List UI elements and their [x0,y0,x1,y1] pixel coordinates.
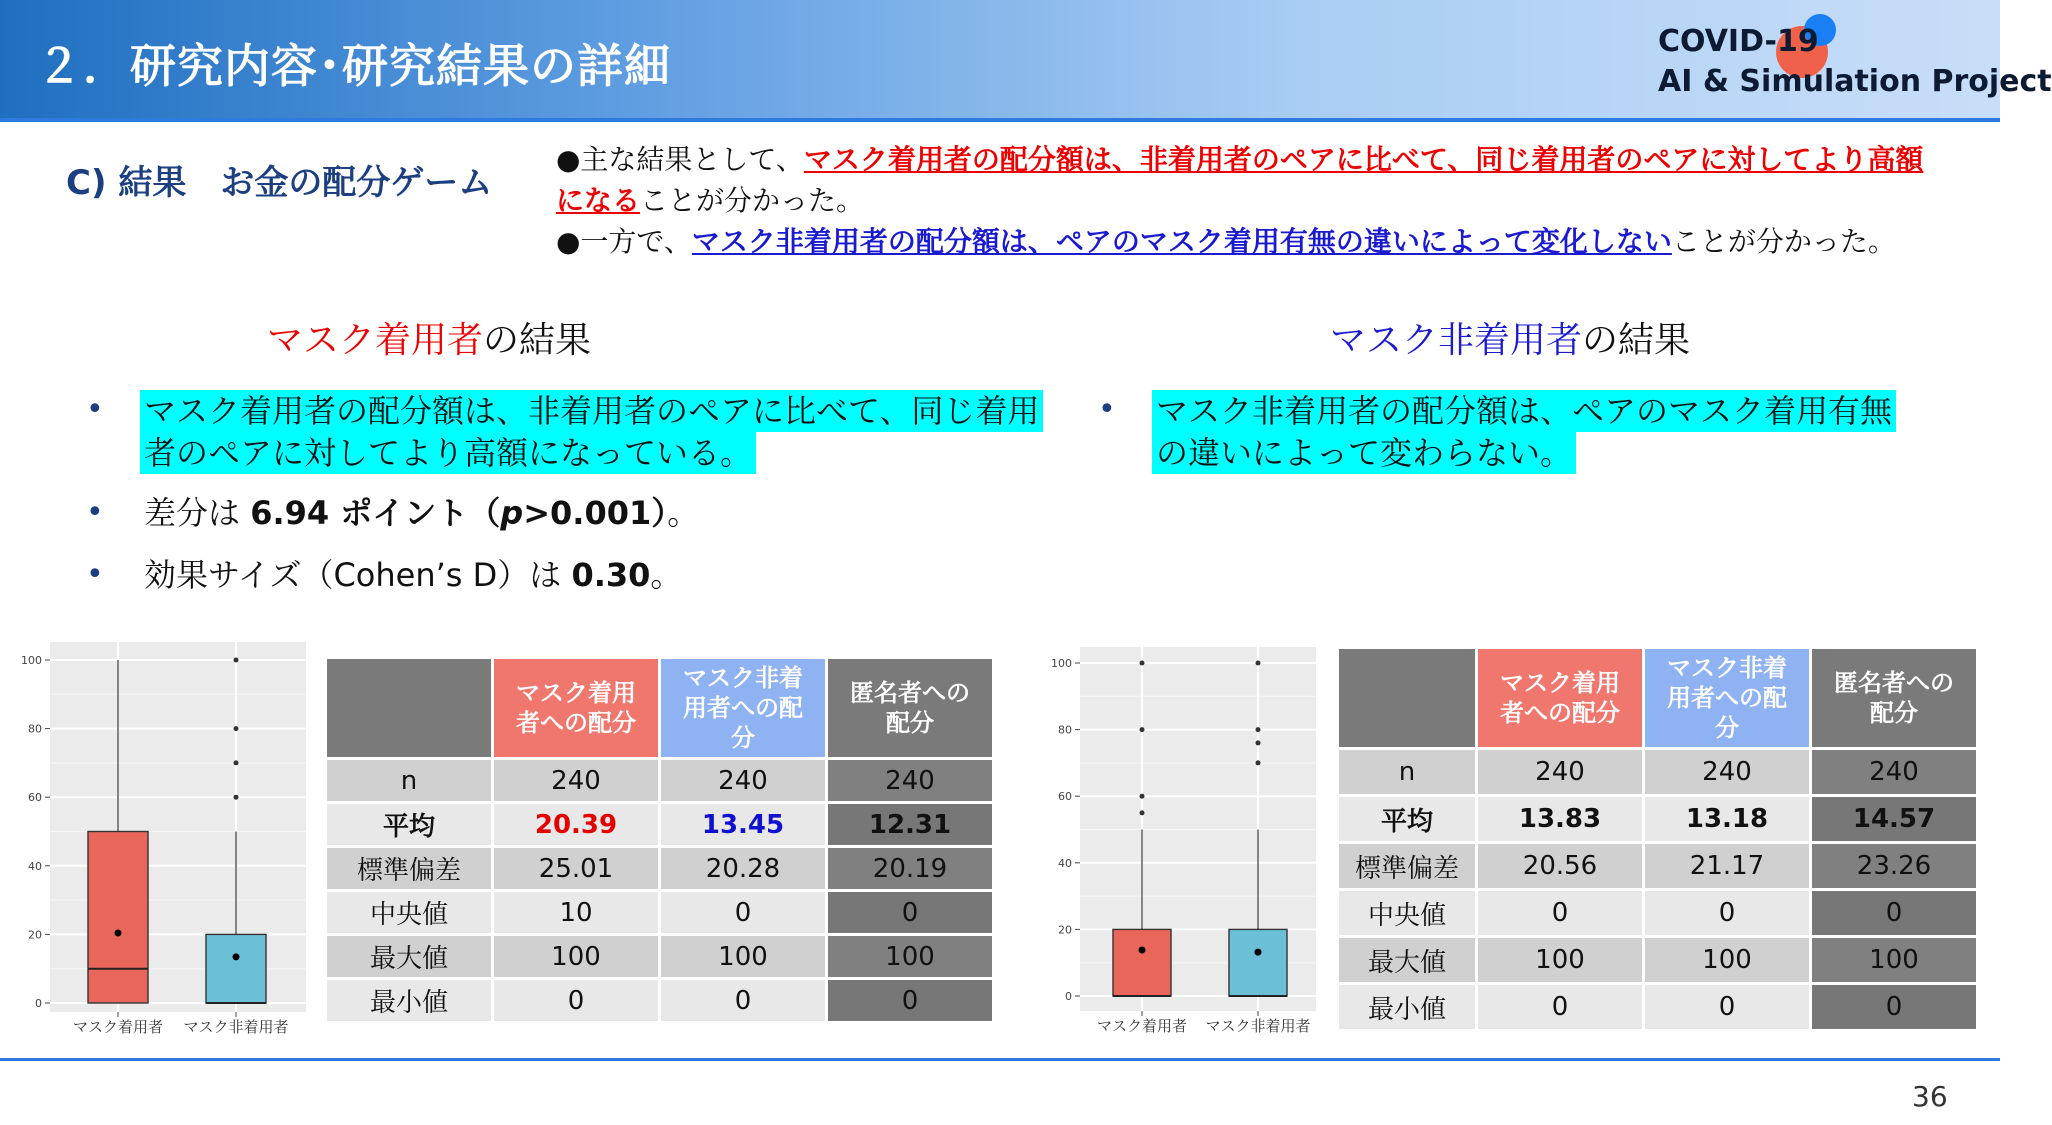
table-cell: 0 [661,892,825,933]
table-corner-cell [1339,649,1475,747]
table-row-label: 最大値 [1339,938,1475,982]
bullet-icon: • [86,392,104,427]
y-tick-label: 80 [28,722,42,736]
left-bullet-3 [144,550,682,596]
outlier-point [234,760,239,765]
table-cell: 10 [494,892,658,933]
table-cell: 20.56 [1478,844,1642,888]
y-tick-label: 60 [1058,790,1072,804]
table-row [327,892,992,933]
table-cell: 0 [1645,985,1809,1029]
table-row [1339,891,1976,935]
table-row-label: 平均 [1339,797,1475,841]
summary-suffix-2: ことが分かった。 [640,184,865,217]
footer-divider [0,1058,2000,1061]
table-row [327,804,992,845]
y-tick-label: 20 [28,928,42,942]
table-cell: 0 [1478,985,1642,1029]
table-header-cell: マスク非着 用者への配 分 [1645,649,1809,747]
y-tick-label: 40 [28,859,42,873]
table-row [1339,938,1976,982]
summary-prefix-3: ●一方で、 [556,225,692,258]
box [206,934,266,1003]
right-bullet-1-line-1: マスク非着用者の配分額は、ペアのマスク着用有無 [1152,390,1896,432]
summary-line-1 [556,140,1923,180]
left-bullet-2-bold2: >0.001） [523,494,668,532]
box [88,832,148,1004]
y-tick-label: 40 [1058,856,1072,870]
outlier-point [1140,794,1145,799]
outlier-point [1140,810,1145,815]
summary-prefix-1: ●主な結果として、 [556,143,804,176]
table-cell: 240 [1812,750,1976,794]
table-cell: 100 [494,936,658,977]
table-cell: 13.45 [661,804,825,845]
header-divider [0,118,2000,122]
outlier-point [234,795,239,800]
table-header-cell: マスク非着 用者への配 分 [661,659,825,757]
table-cell: 100 [661,936,825,977]
right-stats-table [1336,646,1979,1032]
left-stats-table [324,656,995,1024]
table-header-cell: 匿名者への 配分 [1812,649,1976,747]
table-cell: 12.31 [828,804,992,845]
table-cell: 240 [494,760,658,801]
right-bullet-1 [1152,390,1896,474]
table-row [327,848,992,889]
table-header-cell: マスク着用 者への配分 [494,659,658,757]
table-cell: 240 [828,760,992,801]
table-row [327,760,992,801]
right-heading-suffix: の結果 [1582,320,1691,361]
table-cell: 0 [1812,891,1976,935]
mean-point [1139,946,1146,953]
table-cell: 20.19 [828,848,992,889]
table-header-cell: マスク着用 者への配分 [1478,649,1642,747]
summary-highlight-red-2: になる [556,184,641,217]
outlier-point [1256,727,1261,732]
left-bullet-3-bold: 0.30 [571,556,651,594]
outlier-point [1140,727,1145,732]
x-tick-label: マスク非着用者 [183,1018,289,1036]
table-cell: 20.28 [661,848,825,889]
table-row-label: 標準偏差 [327,848,491,889]
table-cell: 0 [1812,985,1976,1029]
table-cell: 25.01 [494,848,658,889]
y-tick-label: 0 [1065,990,1072,1003]
table-row-label: 平均 [327,804,491,845]
table-row-label: 中央値 [1339,891,1475,935]
mean-point [233,953,240,960]
left-bullet-1-line-1: マスク着用者の配分額は、非着用者のペアに比べて、同じ着用 [140,390,1043,432]
table-cell: 240 [1478,750,1642,794]
left-bullet-3-suffix: 。 [650,556,683,594]
table-header-cell: 匿名者への 配分 [828,659,992,757]
right-column-heading [1330,312,1690,363]
left-bullet-1-line-2: 者のペアに対してより高額になっている。 [140,432,756,474]
table-cell: 240 [1645,750,1809,794]
outlier-point [1140,661,1145,666]
table-cell: 100 [1645,938,1809,982]
table-corner-cell [327,659,491,757]
box [1113,929,1171,996]
table-cell: 20.39 [494,804,658,845]
x-tick-label: マスク着用者 [72,1018,164,1036]
table-row [327,980,992,1021]
table-row-label: 最大値 [327,936,491,977]
bullet-icon: • [86,557,104,592]
table-cell: 240 [661,760,825,801]
table-cell: 0 [661,980,825,1021]
table-header-row [1339,649,1976,747]
table-row [1339,750,1976,794]
table-cell: 0 [1645,891,1809,935]
logo-text-line2: AI & Simulation Project [1658,64,2052,99]
bullet-icon: • [1098,392,1116,427]
summary-suffix-3: ことが分かった。 [1671,225,1896,258]
mean-point [1255,949,1262,956]
table-row-label: 標準偏差 [1339,844,1475,888]
table-cell: 13.18 [1645,797,1809,841]
table-cell: 0 [494,980,658,1021]
y-tick-label: 20 [1058,923,1072,937]
right-boxplot-chart [1040,645,1320,1050]
outlier-point [1256,760,1261,765]
table-row-label: 中央値 [327,892,491,933]
table-cell: 21.17 [1645,844,1809,888]
left-bullet-2-prefix: 差分は [144,494,251,532]
y-tick-label: 100 [21,654,42,667]
table-cell: 100 [1812,938,1976,982]
bullet-icon: • [86,495,104,530]
outlier-point [1256,661,1261,666]
summary-highlight-blue: マスク非着用者の配分額は、ペアのマスク着用有無の違いによって変化しない [691,225,1672,258]
table-cell: 23.26 [1812,844,1976,888]
table-row-label: n [1339,750,1475,794]
table-cell: 100 [828,936,992,977]
outlier-point [234,726,239,731]
x-tick-label: マスク非着用者 [1205,1017,1311,1035]
left-bullet-2 [144,488,699,534]
table-cell: 0 [1478,891,1642,935]
right-bullet-1-line-2: の違いによって変わらない。 [1152,432,1576,474]
box [1229,929,1287,996]
table-row-label: 最小値 [1339,985,1475,1029]
summary-line-3 [556,222,1896,262]
logo-text-line1: COVID-19 [1658,24,1819,59]
left-bullet-2-p: p [500,494,524,532]
left-boxplot-chart [10,640,310,1050]
table-cell: 100 [1478,938,1642,982]
outlier-point [234,658,239,663]
left-bullet-1 [140,390,1043,474]
mean-point [115,930,122,937]
table-row [1339,985,1976,1029]
summary-highlight-red-1: マスク着用者の配分額は、非着用者のペアに比べて、同じ着用者のペアに対してより高額 [803,143,1924,176]
table-cell: 0 [828,980,992,1021]
left-bullet-3-prefix: 効果サイズ（Cohen’s D）は [144,556,572,594]
table-row [327,936,992,977]
left-bullet-2-bold: 6.94 ポイント（ [250,494,501,532]
table-cell: 0 [828,892,992,933]
table-row [1339,797,1976,841]
y-tick-label: 0 [35,997,42,1010]
table-row-label: n [327,760,491,801]
left-heading-colored: マスク着用者 [267,320,484,361]
left-bullet-2-suffix: 。 [667,494,700,532]
section-heading: C) 結果 お金の配分ゲーム [66,163,493,203]
table-row [1339,844,1976,888]
page-number: 36 [1912,1080,1948,1113]
right-heading-colored: マスク非着用者 [1330,320,1583,361]
left-column-heading [267,312,591,363]
y-tick-label: 80 [1058,723,1072,737]
summary-line-2 [556,181,864,221]
table-cell: 13.83 [1478,797,1642,841]
table-cell: 14.57 [1812,797,1976,841]
table-header-row [327,659,992,757]
y-tick-label: 60 [28,791,42,805]
x-tick-label: マスク着用者 [1096,1017,1188,1035]
outlier-point [1256,740,1261,745]
y-tick-label: 100 [1051,657,1072,670]
left-heading-suffix: の結果 [483,320,592,361]
page-title: ２．研究内容･研究結果の詳細 [36,39,671,93]
table-row-label: 最小値 [327,980,491,1021]
